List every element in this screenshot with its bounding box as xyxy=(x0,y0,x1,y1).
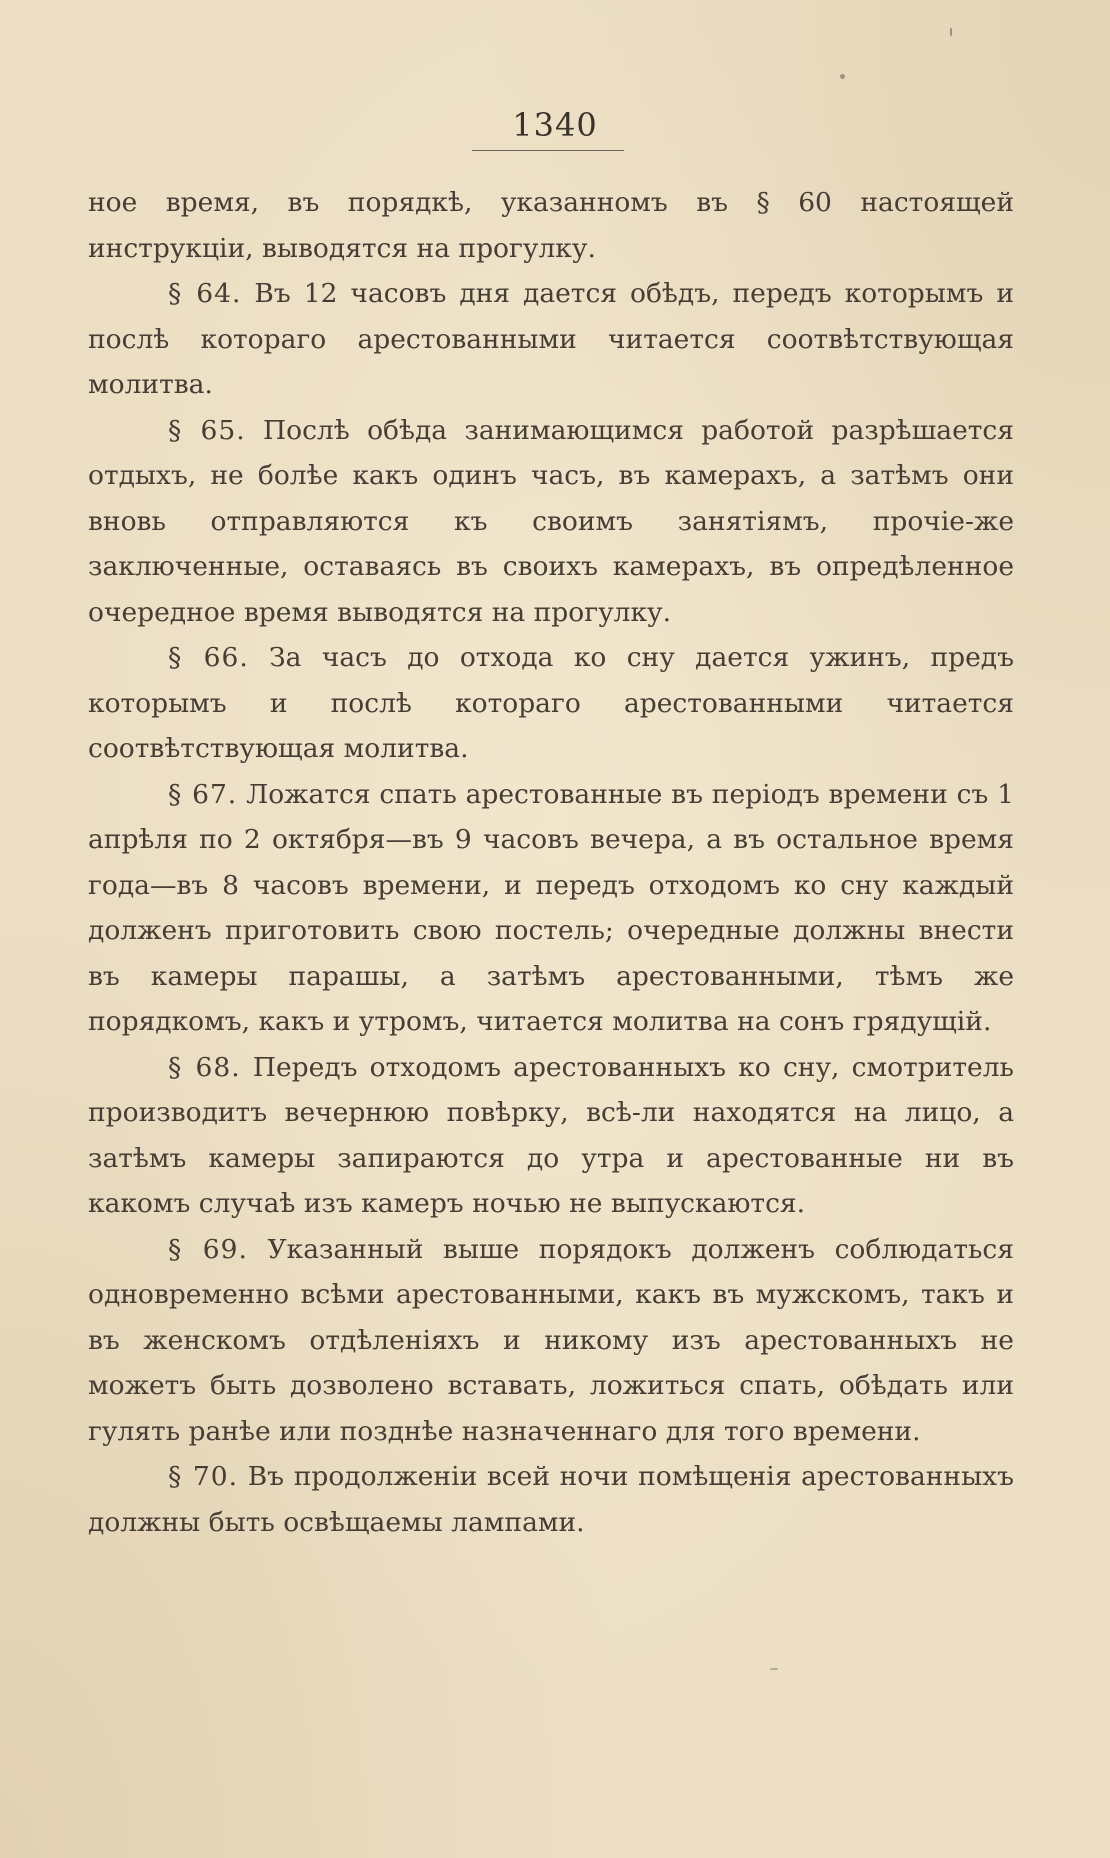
paper-speck xyxy=(770,1668,778,1670)
paragraph-text: Ложатся спать арестованные въ періодъ времени съ 1 апрѣля по 2 октября—въ 9 часовъ вечера, а въ остальное время года—въ 8 часовъ времени, и передъ отходомъ ко сну каждый долженъ приготовить свою постель; очередные должны внести въ камеры парашы, а затѣмъ арестованными, тѣмъ же порядкомъ, какъ и утромъ, читается молитва на сонъ грядущій. xyxy=(88,778,1014,1037)
paragraph-text: Послѣ обѣда занимающимся работой разрѣшается отдыхъ, не болѣе какъ одинъ часъ, въ камерахъ, а затѣмъ они вновь отправляются къ своимъ занятіямъ, прочіе-же заключенные, оставаясь въ своихъ камерахъ, въ опредѣленное очередное время выводятся на прогулку. xyxy=(88,414,1014,628)
page-number: 1340 xyxy=(512,106,598,144)
section-number: § 64. xyxy=(168,278,242,309)
paragraph-66 xyxy=(88,635,1014,772)
paper-speck xyxy=(840,74,845,79)
paper-speck xyxy=(950,28,952,36)
paragraph-69 xyxy=(88,1227,1014,1455)
section-number: § 65. xyxy=(168,414,246,446)
paper-speck xyxy=(586,1430,588,1440)
header-rule xyxy=(472,150,624,151)
paragraph-65 xyxy=(88,408,1014,636)
paragraph-text: Въ продолженіи всей ночи помѣщенія арестованныхъ должны быть освѣщаемы лампами. xyxy=(88,1461,1014,1538)
paragraph-64 xyxy=(88,271,1014,408)
paragraph-68 xyxy=(88,1045,1014,1227)
section-number: § 70. xyxy=(168,1461,239,1492)
paragraph-70 xyxy=(88,1454,1014,1545)
paragraph-text: Въ 12 часовъ дня дается обѣдъ, передъ которымъ и послѣ котораго арестованными читается соотвѣтствующая молитва. xyxy=(88,278,1014,400)
paragraph-67 xyxy=(88,772,1014,1045)
section-number: § 66. xyxy=(168,642,249,673)
paragraph-text: ное время, въ порядкѣ, указанномъ въ § 60 настоящей инструкціи, выводятся на прогулку. xyxy=(88,187,1014,264)
body-text xyxy=(88,180,1014,1545)
section-number: § 69. xyxy=(168,1233,248,1265)
section-number: § 68. xyxy=(168,1051,241,1083)
paragraph-continuation xyxy=(88,180,1014,271)
paragraph-text: Передъ отходомъ арестованныхъ ко сну, смотритель производитъ вечернюю повѣрку, всѣ-ли находятся на лицо, а затѣмъ камеры запираются до утра и арестованные ни въ какомъ случаѣ изъ камеръ ночью не выпускаются. xyxy=(88,1051,1014,1219)
section-number: § 67. xyxy=(168,778,238,810)
paragraph-text: За часъ до отхода ко сну дается ужинъ, предъ которымъ и послѣ котораго арестованными читается соотвѣтствующая молитва. xyxy=(88,642,1014,764)
paragraph-text: Указанный выше порядокъ долженъ соблюдаться одновременно всѣми арестованными, какъ въ мужскомъ, такъ и въ женскомъ отдѣленіяхъ и никому изъ арестованныхъ не можетъ быть дозволено вставать, ложиться спать, обѣдать или гулять ранѣе или позднѣе назначеннаго для того времени. xyxy=(88,1233,1014,1447)
